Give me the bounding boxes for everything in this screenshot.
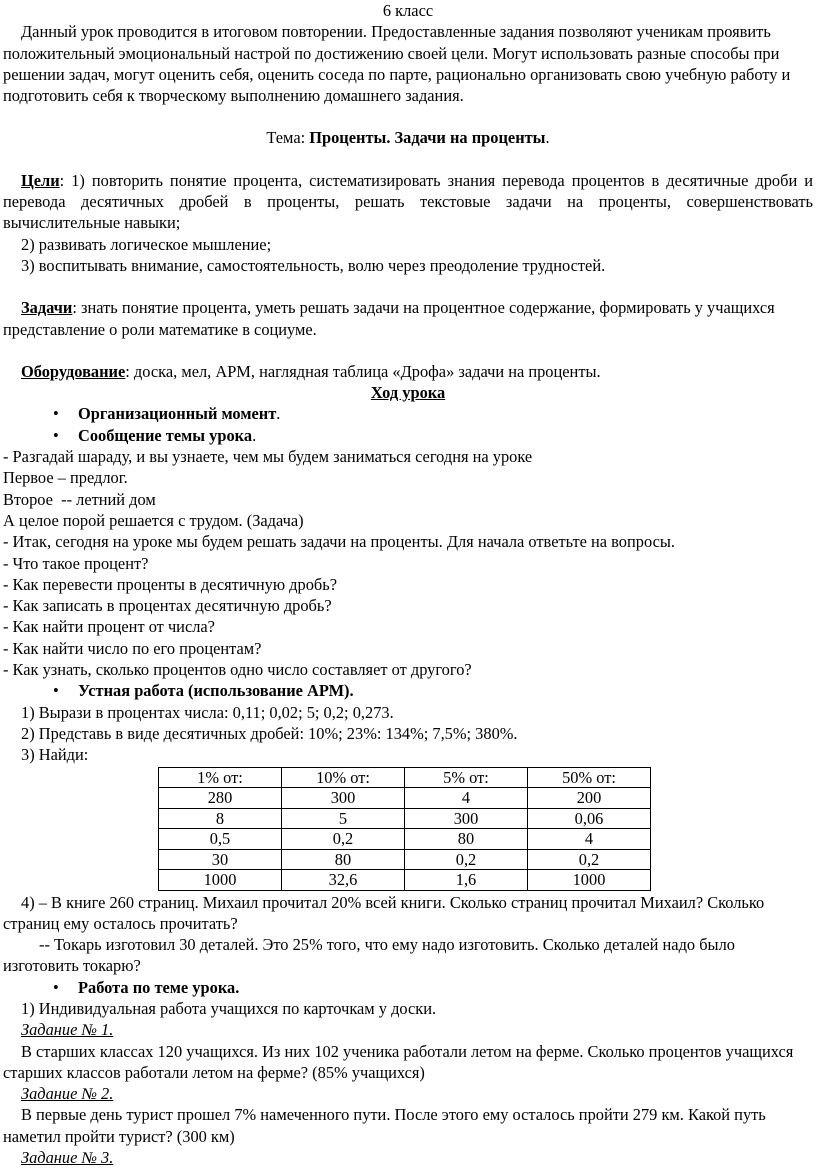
stage-oral	[3, 680, 813, 701]
table-cell: 80	[405, 829, 528, 850]
riddle-block	[3, 446, 813, 680]
table-cell: 300	[405, 808, 528, 829]
card-1-text: В старших классах 120 учащихся. Из них 102 ученика работали летом на ферме. Сколько процентов учащихся старших классов работали летом на ферме? (85% учащихся)	[3, 1041, 794, 1082]
table-row	[159, 788, 651, 809]
table-cell: 1000	[159, 870, 282, 891]
spacer	[3, 276, 813, 297]
goals-item-3: 3) воспитывать внимание, самостоятельность, волю через преодоление трудностей.	[21, 255, 606, 275]
equipment-label: Оборудование	[21, 361, 126, 381]
topic-end: .	[545, 128, 550, 148]
card-2-title: Задание № 2.	[21, 1084, 114, 1104]
question-line: - Как узнать, сколько процентов одно число составляет от другого?	[3, 660, 472, 680]
goals-item-1: : 1) повторить понятие процента, систематизировать знания перевода процентов в десятичные дроби и перевода десятичных дробей в проценты, решать текстовые задачи на проценты, совершенствовать вычислительные навыки;	[3, 170, 813, 233]
riddle-line: - Разгадай шараду, и вы узнаете, чем мы будем заниматься сегодня на уроке	[3, 447, 533, 467]
table-row	[159, 870, 651, 891]
problem-5: -- Токарь изготовил 30 деталей. Это 25% того, что ему надо изготовить. Сколько деталей надо было изготовить токарю?	[3, 935, 735, 976]
goals-label: Цели	[21, 170, 60, 190]
spacer	[3, 149, 813, 170]
stage-main-title: Работа по теме урока.	[78, 977, 240, 997]
table-cell: 0,2	[528, 849, 651, 870]
stage-topic: • Сообщение темы урока.	[53, 425, 257, 445]
table-row	[159, 849, 651, 870]
bullet-icon: •	[53, 425, 59, 445]
stage-main	[3, 977, 813, 998]
table-cell: 300	[282, 788, 405, 809]
question-line: - Как найти число по его процентам?	[3, 638, 262, 658]
oral-task-1: 1) Вырази в процентах числа: 0,11; 0,02; 5; 0,2; 0,273.	[21, 702, 394, 722]
tasks-label: Задачи	[21, 298, 73, 318]
table-header: 10% от:	[282, 767, 405, 788]
question-line: - Итак, сегодня на уроке мы будем решать задачи на проценты. Для начала ответьте на вопросы.	[3, 532, 675, 552]
table-cell: 0,5	[159, 829, 282, 850]
topic-label: Тема:	[266, 128, 310, 148]
table-header-row	[159, 767, 651, 788]
spacer	[3, 340, 813, 361]
card-1-title: Задание № 1.	[21, 1020, 114, 1040]
bullet-icon: •	[53, 681, 59, 701]
oral-task-2: 2) Представь в виде десятичных дробей: 10%; 23%: 134%; 7,5%; 380%.	[21, 723, 518, 743]
equipment-paragraph	[3, 361, 813, 382]
table-cell: 80	[282, 849, 405, 870]
tasks-text: : знать понятие процента, уметь решать задачи на процентное содержание, формировать у учащихся представление о роли математике в социуме.	[3, 298, 775, 339]
tasks-paragraph	[3, 297, 813, 340]
bullet-icon: •	[53, 977, 59, 997]
oral-task-3: 3) Найди:	[21, 745, 89, 765]
riddle-line: Первое – предлог.	[3, 468, 128, 488]
goals-item-2: 2) развивать логическое мышление;	[21, 234, 272, 254]
goals-paragraph	[3, 170, 813, 234]
riddle-line: Второе -- летний дом	[3, 489, 156, 509]
table-cell: 280	[159, 788, 282, 809]
question-line: - Как перевести проценты в десятичную дробь?	[3, 574, 337, 594]
question-line: - Как найти процент от числа?	[3, 617, 215, 637]
topic-title: Проценты. Задачи на проценты	[309, 128, 546, 148]
intro-paragraph: Данный урок проводится в итоговом повторении. Предоставленные задания позволяют ученикам проявить положительный эмоциональный настрой по достижению своей цели. Могут использовать разные способы при решении задач, могут оценить себя, оценить соседа по парте, рационально организовать свою учебную работу и подготовить себя к творческому выполнению домашнего задания.	[3, 22, 791, 106]
table-row	[159, 808, 651, 829]
document-page	[3, 0, 813, 1168]
table-cell: 0,2	[405, 849, 528, 870]
table-header: 1% от:	[159, 767, 282, 788]
table-header: 50% от:	[528, 767, 651, 788]
percent-table	[158, 767, 651, 891]
stage-oral-title: Устная работа (использование АРМ).	[78, 681, 354, 701]
equipment-text: : доска, мел, АРМ, наглядная таблица «Дрофа» задачи на проценты.	[125, 361, 601, 381]
table-cell: 8	[159, 808, 282, 829]
lesson-heading: Ход урока	[370, 383, 446, 403]
bullet-icon: •	[53, 404, 59, 424]
stage-org: • Организационный момент.	[53, 404, 281, 424]
table-cell: 5	[282, 808, 405, 829]
table-header: 5% от:	[405, 767, 528, 788]
table-cell: 200	[528, 788, 651, 809]
topic-line	[3, 127, 813, 148]
table-cell: 32,6	[282, 870, 405, 891]
problem-4: 4) – В книге 260 страниц. Михаил прочитал 20% всей книги. Сколько страниц прочитал Михаил? Сколько страниц ему осталось прочитать?	[3, 892, 765, 933]
table-cell: 0,06	[528, 808, 651, 829]
card-2-text: В первые день турист прошел 7% намеченного пути. После этого ему осталось пройти 279 км. Какой путь наметил пройти турист? (300 км)	[3, 1105, 766, 1146]
individual-work: 1) Индивидуальная работа учащихся по карточкам у доски.	[21, 998, 437, 1018]
table-cell: 30	[159, 849, 282, 870]
table-cell: 4	[528, 829, 651, 850]
question-line: - Что такое процент?	[3, 553, 149, 573]
riddle-line: А целое порой решается с трудом. (Задача)	[3, 510, 304, 530]
stage-org-title: Организационный момент	[78, 404, 277, 424]
table-cell: 1000	[528, 870, 651, 891]
table-cell: 0,2	[282, 829, 405, 850]
table-cell: 1,6	[405, 870, 528, 891]
grade-heading: 6 класс	[382, 1, 434, 20]
table-cell: 4	[405, 788, 528, 809]
stage-topic-title: Сообщение темы урока	[78, 425, 253, 445]
table-row	[159, 829, 651, 850]
question-line: - Как записать в процентах десятичную дробь?	[3, 596, 332, 616]
card-3-title: Задание № 3.	[21, 1148, 114, 1168]
spacer	[3, 106, 813, 127]
